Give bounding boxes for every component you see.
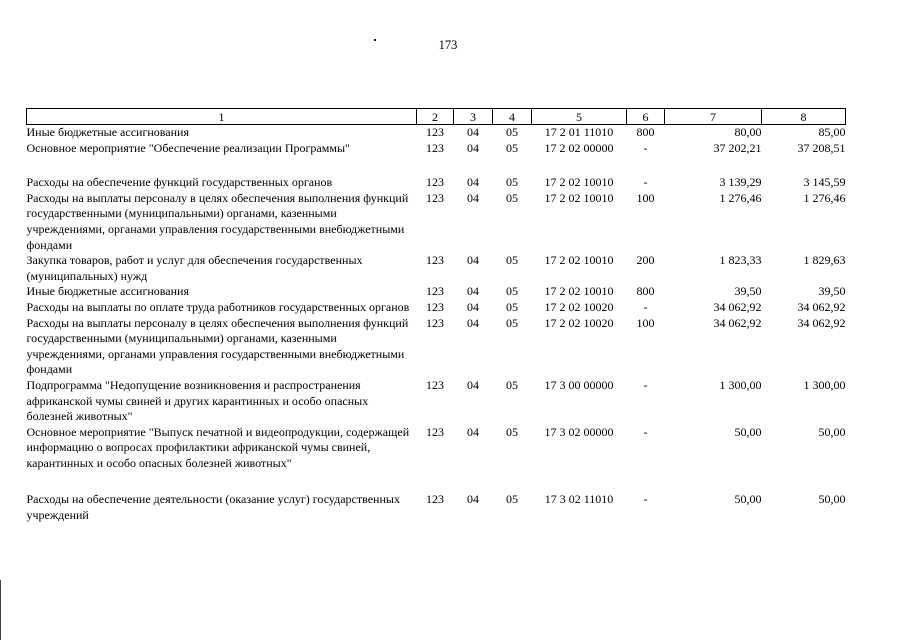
cell-amount-7: 50,00 (734, 492, 762, 507)
cell-section: 04 (467, 377, 479, 392)
cell-section: 04 (467, 299, 479, 314)
row-name: Иные бюджетные ассигнования (26, 284, 189, 299)
cell-target: 17 2 02 10020 (544, 299, 614, 314)
cell-target: 17 2 02 10010 (544, 190, 614, 205)
cell-target: 17 3 00 00000 (544, 377, 614, 392)
cell-subsection: 05 (506, 190, 518, 205)
cell-amount-7: 34 062,92 (713, 315, 762, 330)
cell-amount-8: 1 829,63 (803, 253, 846, 268)
page-number: 173 (438, 38, 458, 52)
cell-section: 04 (467, 190, 479, 205)
scan-speck (374, 39, 376, 41)
cell-amount-7: 80,00 (734, 125, 762, 139)
cell-subsection: 05 (506, 299, 518, 314)
cell-type: 800 (636, 284, 655, 299)
budget-table (26, 108, 846, 524)
table-row (27, 378, 846, 425)
cell-amount-7: 37 202,21 (713, 140, 762, 155)
cell-amount-8: 50,00 (818, 492, 846, 507)
cell-subsection: 05 (506, 125, 518, 139)
cell-subsection: 05 (506, 253, 518, 268)
cell-type: - (643, 299, 648, 314)
column-header-2: 2 (417, 109, 454, 125)
cell-target: 17 2 02 10010 (544, 284, 614, 299)
cell-code: 123 (426, 424, 444, 439)
column-header-8: 8 (762, 109, 846, 125)
table-row (27, 191, 846, 253)
row-name: Расходы на обеспечение функций государственных органов (26, 175, 333, 190)
cell-type: 200 (636, 253, 655, 268)
table-row (27, 300, 846, 316)
column-header-6: 6 (627, 109, 665, 125)
cell-amount-8: 1 300,00 (803, 377, 846, 392)
column-header-7: 7 (665, 109, 762, 125)
cell-subsection: 05 (506, 492, 518, 507)
spacer-row (27, 471, 846, 492)
cell-code: 123 (426, 377, 444, 392)
table-row (27, 125, 846, 141)
cell-section: 04 (467, 253, 479, 268)
table-header-row (27, 109, 846, 125)
cell-amount-7: 34 062,92 (713, 299, 762, 314)
cell-section: 04 (467, 424, 479, 439)
cell-amount-8: 39,50 (818, 284, 846, 299)
row-name: Расходы на выплаты персоналу в целях обеспечения выполнения функций государственными (муниципальными) органами, казенными учреждениями, органами управления государственными внебюджетными фондами (26, 190, 409, 252)
column-header-1: 1 (27, 109, 417, 125)
table-row (27, 492, 846, 523)
column-header-4: 4 (493, 109, 532, 125)
row-name: Основное мероприятие "Выпуск печатной и видеопродукции, содержащей информацию о вопросах профилактики африканской чумы свиней, карантинных и особо опасных болезней животных" (26, 424, 410, 470)
spacer-row (27, 156, 846, 175)
cell-target: 17 3 02 11010 (544, 492, 614, 507)
row-name: Расходы на выплаты персоналу в целях обеспечения выполнения функций государственными (муниципальными) органами, казенными учреждениями, органами управления государственными внебюджетными фондами (26, 315, 409, 377)
cell-amount-7: 1 276,46 (719, 190, 762, 205)
table-row (27, 316, 846, 378)
cell-subsection: 05 (506, 140, 518, 155)
cell-type: - (643, 377, 648, 392)
cell-type: - (643, 492, 648, 507)
cell-subsection: 05 (506, 284, 518, 299)
table-row (27, 425, 846, 472)
cell-code: 123 (426, 492, 444, 507)
cell-code: 123 (426, 253, 444, 268)
cell-target: 17 2 01 11010 (544, 125, 614, 139)
row-name: Закупка товаров, работ и услуг для обеспечения государственных (муниципальных) нужд (26, 253, 363, 283)
cell-amount-8: 34 062,92 (797, 299, 846, 314)
cell-amount-7: 1 300,00 (719, 377, 762, 392)
cell-subsection: 05 (506, 424, 518, 439)
cell-section: 04 (467, 492, 479, 507)
cell-code: 123 (426, 299, 444, 314)
cell-type: - (643, 175, 648, 190)
row-name: Иные бюджетные ассигнования (26, 125, 189, 139)
scan-edge (0, 580, 1, 640)
cell-target: 17 2 02 10010 (544, 175, 614, 190)
cell-code: 123 (426, 190, 444, 205)
cell-target: 17 2 02 10020 (544, 315, 614, 330)
table-row (27, 141, 846, 157)
cell-code: 123 (426, 125, 444, 139)
row-name: Расходы на выплаты по оплате труда работников государственных органов (26, 299, 410, 314)
cell-type: 100 (636, 190, 655, 205)
cell-type: 100 (636, 315, 655, 330)
cell-target: 17 3 02 00000 (544, 424, 614, 439)
cell-amount-7: 50,00 (734, 424, 762, 439)
cell-section: 04 (467, 140, 479, 155)
table-row (27, 284, 846, 300)
cell-amount-8: 3 145,59 (803, 175, 846, 190)
table-row (27, 253, 846, 284)
column-header-3: 3 (454, 109, 493, 125)
cell-target: 17 2 02 00000 (544, 140, 614, 155)
cell-type: - (643, 424, 648, 439)
column-header-5: 5 (532, 109, 627, 125)
cell-section: 04 (467, 175, 479, 190)
cell-section: 04 (467, 284, 479, 299)
cell-amount-8: 85,00 (818, 125, 846, 139)
cell-subsection: 05 (506, 377, 518, 392)
cell-type: 800 (636, 125, 655, 139)
row-name: Подпрограмма "Недопущение возникновения и распространения африканской чумы свиней и других карантинных и особо опасных болезней животных" (26, 377, 369, 424)
cell-section: 04 (467, 125, 479, 139)
cell-amount-8: 1 276,46 (803, 190, 846, 205)
cell-amount-7: 39,50 (734, 284, 762, 299)
cell-section: 04 (467, 315, 479, 330)
row-name: Основное мероприятие "Обеспечение реализации Программы" (26, 140, 350, 155)
cell-amount-8: 50,00 (818, 424, 846, 439)
cell-code: 123 (426, 315, 444, 330)
cell-amount-7: 1 823,33 (719, 253, 762, 268)
cell-type: - (643, 140, 648, 155)
table-row (27, 175, 846, 191)
cell-subsection: 05 (506, 315, 518, 330)
cell-code: 123 (426, 175, 444, 190)
cell-code: 123 (426, 140, 444, 155)
row-name: Расходы на обеспечение деятельности (оказание услуг) государственных учреждений (26, 492, 400, 523)
cell-subsection: 05 (506, 175, 518, 190)
cell-code: 123 (426, 284, 444, 299)
cell-amount-8: 37 208,51 (797, 140, 846, 155)
cell-amount-8: 34 062,92 (797, 315, 846, 330)
cell-amount-7: 3 139,29 (719, 175, 762, 190)
cell-target: 17 2 02 10010 (544, 253, 614, 268)
